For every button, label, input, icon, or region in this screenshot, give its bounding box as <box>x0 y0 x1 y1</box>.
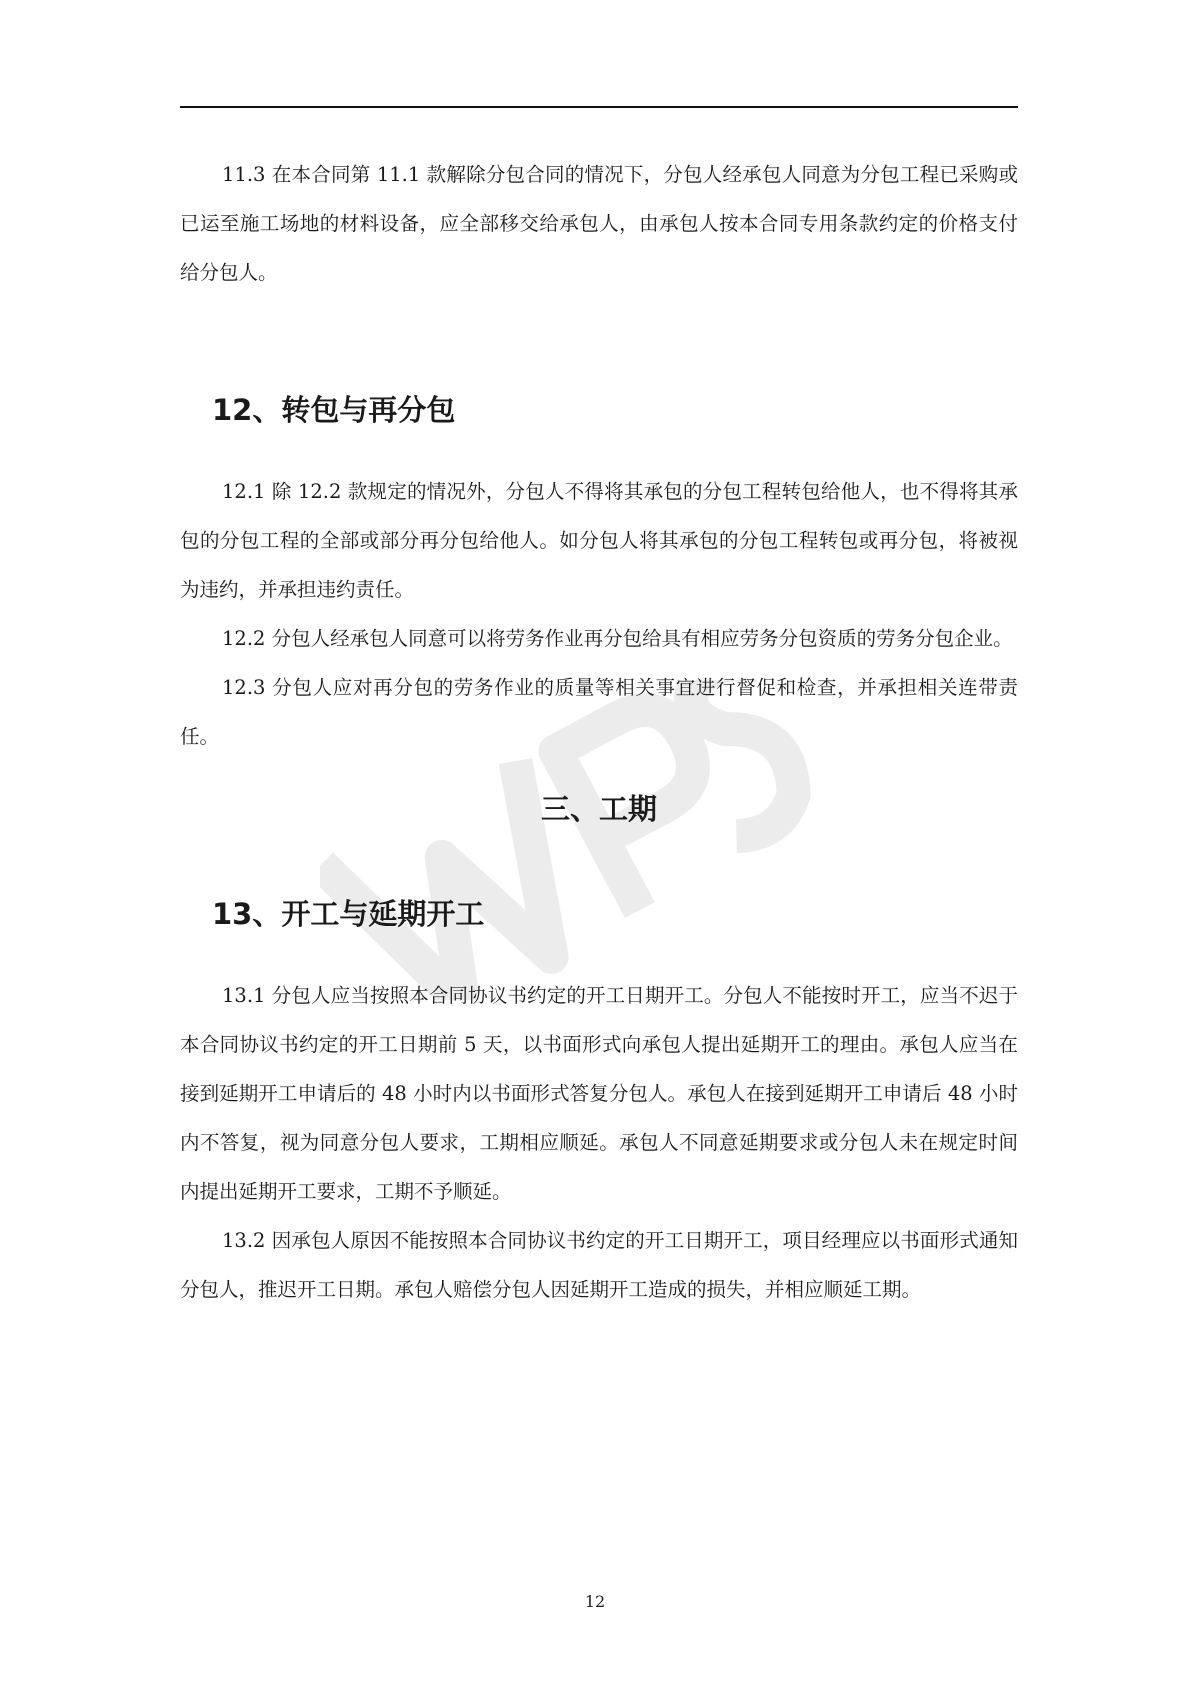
paragraph-12-2: 12.2 分包人经承包人同意可以将劳务作业再分包给具有相应劳务分包资质的劳务分包企业。 <box>222 627 1013 650</box>
paragraph-12-1: 12.1 除 12.2 款规定的情况外，分包人不得将其承包的分包工程转包给他人，也不得将其承包的分包工程的全部或部分再分包给他人。如分包人将其承包的分包工程转包或再分包，将被视为违约，并承担违约责任。 <box>180 480 1018 601</box>
paragraph-13-2: 13.2 因承包人原因不能按照本合同协议书约定的开工日期开工，项目经理应以书面形式通知分包人，推迟开工日期。承包人赔偿分包人因延期开工造成的损失，并相应顺延工期。 <box>180 1229 1018 1301</box>
section-12-heading: 12、转包与再分包 <box>212 393 456 427</box>
paragraph-11-3: 11.3 在本合同第 11.1 款解除分包合同的情况下，分包人经承包人同意为分包工程已采购或已运至施工场地的材料设备，应全部移交给承包人，由承包人按本合同专用条款约定的价格支付给分包人。 <box>180 163 1018 284</box>
header-rule <box>180 106 1018 108</box>
paragraph-13-1: 13.1 分包人应当按照本合同协议书约定的开工日期开工。分包人不能按时开工，应当不迟于本合同协议书约定的开工日期前 5 天，以书面形式向承包人提出延期开工的理由。承包人应当在接到延期开工申请后的 48 小时内以书面形式答复分包人。承包人在接到延期开工申请后 48 小时内不答复，视为同意分包人要求，工期相应顺延。承包人不同意延期要求或分包人未在规定时间内提出延期开工要求，工期不予顺延。 <box>180 984 1018 1203</box>
page-number: 12 <box>584 1592 606 1611</box>
page-content <box>180 150 1018 1314</box>
section-13-heading: 13、开工与延期开工 <box>212 897 485 931</box>
paragraph-12-3: 12.3 分包人应对再分包的劳务作业的质量等相关事宜进行督促和检查，并承担相关连带责任。 <box>180 676 1018 748</box>
chapter-3-heading: 三、工期 <box>540 792 657 826</box>
